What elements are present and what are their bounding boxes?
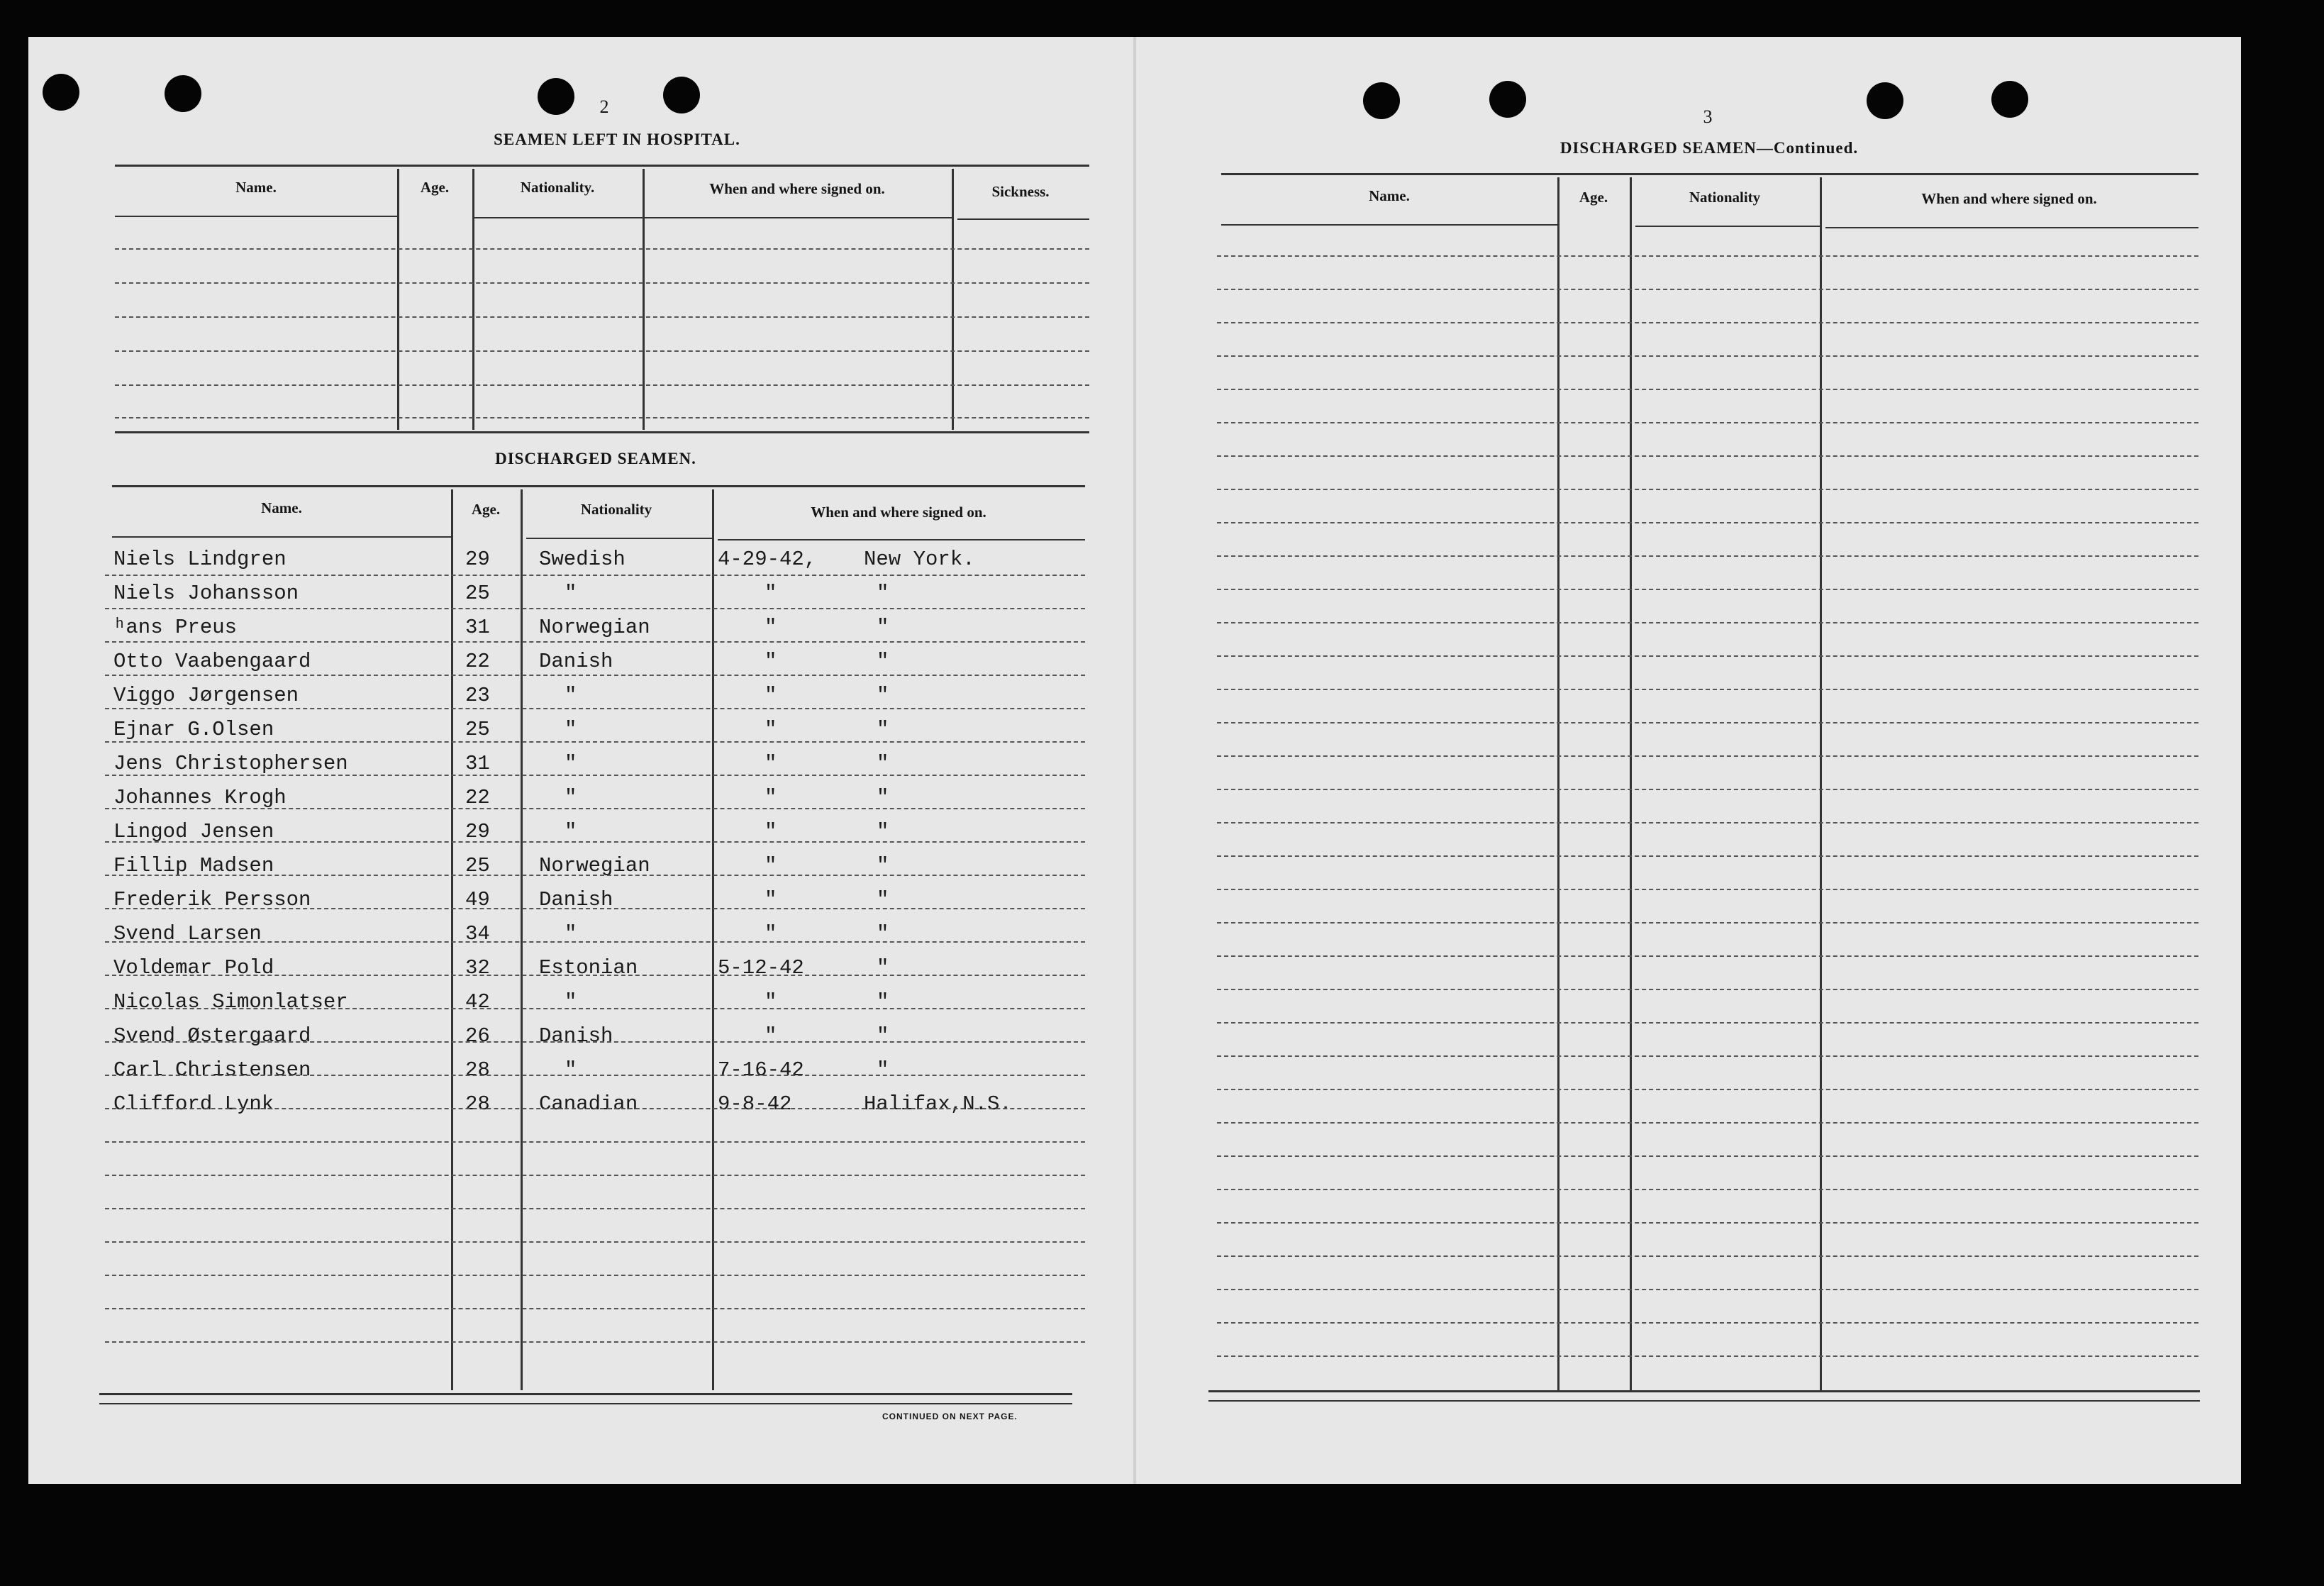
hospital-ruled-line [115,248,1089,250]
signed-on-place: " [877,922,889,946]
discharged-ruled-line [105,1141,1085,1143]
punch-hole [165,75,201,112]
signed-on-date: " [765,990,777,1014]
hospital-col-divider [397,169,399,430]
signed-on-date: 4-29-42, [718,548,817,571]
discharged-ruled-line [105,775,1085,776]
seaman-name: Viggo Jørgensen [113,684,299,707]
right-ruled-line [1217,922,2198,924]
page-fold [1133,37,1136,1484]
signed-on-date: 7-16-42 [718,1058,804,1082]
right-ruled-line [1217,1289,2198,1290]
right-ruled-line [1217,889,2198,890]
seaman-name: Svend Larsen [113,922,262,946]
discharged-table-top [112,485,1085,487]
hospital-section-title: SEAMEN LEFT IN HOSPITAL. [494,131,740,148]
discharged-ruled-line [105,1275,1085,1276]
seaman-age: 25 [465,582,490,605]
right-ruled-line [1217,1322,2198,1324]
seaman-nationality: Swedish [539,548,626,571]
signed-on-place: " [877,1024,889,1048]
hospital-table-top [115,165,1089,167]
seaman-nationality: " [565,820,577,843]
right-ruled-line [1217,355,2198,357]
seaman-nationality: " [565,786,577,809]
hospital-header-nationality: Nationality. [520,179,595,196]
signed-on-date: " [765,888,777,911]
seaman-age: 26 [465,1024,490,1048]
right-table-top [1221,173,2198,175]
seaman-age: 22 [465,650,490,673]
seaman-age: 23 [465,684,490,707]
seaman-name: Nicolas Simonlatser [113,990,348,1014]
right-ruled-line [1217,955,2198,957]
right-col-divider [1820,177,1822,1392]
hospital-header-sickness: Sickness. [991,183,1050,200]
right-col-divider [1557,177,1559,1392]
signed-on-place: " [877,616,889,639]
right-ruled-line [1217,689,2198,690]
discharged-ruled-line [105,941,1085,943]
punch-hole [1991,81,2028,118]
signed-on-place: " [877,684,889,707]
right-ruled-line [1217,1189,2198,1190]
signed-on-date: " [765,752,777,775]
signed-on-date: 9-8-42 [718,1092,792,1116]
seaman-name: Ejnar G.Olsen [113,718,274,741]
right-ruled-line [1217,1155,2198,1157]
discharged-ruled-line [105,1075,1085,1076]
seaman-name: Carl Christensen [113,1058,311,1082]
right-table-bottom-rule [1208,1400,2200,1402]
discharged-header-underline [526,538,712,539]
seaman-name: Otto Vaabengaard [113,650,311,673]
discharged-ruled-line [105,1308,1085,1309]
seaman-age: 42 [465,990,490,1014]
punch-hole [663,77,700,113]
seaman-nationality: Danish [539,1024,613,1048]
hospital-ruled-line [115,350,1089,352]
discharged-header-name: Name. [261,499,302,516]
discharged-ruled-line [105,1341,1085,1343]
seaman-name: Clifford Lynk [113,1092,274,1116]
hospital-header-signed-on: When and where signed on. [709,180,885,197]
punch-hole [43,74,79,111]
right-ruled-line [1217,722,2198,723]
discharged-ruled-line [105,1008,1085,1009]
hospital-col-divider [472,169,474,430]
hospital-col-divider [643,169,645,430]
discharged-col-divider [521,489,523,1390]
seaman-name: Johannes Krogh [113,786,287,809]
right-ruled-line [1217,255,2198,257]
seaman-nationality: Danish [539,888,613,911]
signed-on-place: " [877,650,889,673]
right-ruled-line [1217,822,2198,824]
seaman-nationality: " [565,1058,577,1082]
right-ruled-line [1217,855,2198,857]
discharged-ruled-line [105,1041,1085,1043]
seaman-nationality: " [565,684,577,707]
signed-on-date: " [765,650,777,673]
hospital-ruled-line [115,417,1089,418]
seaman-age: 25 [465,718,490,741]
seaman-nationality: Norwegian [539,616,650,639]
signed-on-place: Halifax,N.S. [864,1092,1012,1116]
discharged-ruled-line [105,1108,1085,1109]
right-header-age: Age. [1579,189,1608,206]
discharged-col-divider [712,489,714,1390]
right-header-name: Name. [1369,187,1410,204]
signed-on-date: " [765,616,777,639]
punch-hole [538,78,574,115]
seaman-age: 25 [465,854,490,877]
discharged-section-title: DISCHARGED SEAMEN. [495,450,696,467]
discharged-ruled-line [105,1241,1085,1243]
right-header-signed-on: When and where signed on. [1921,190,2097,207]
seaman-age: 34 [465,922,490,946]
punch-hole [1867,82,1903,119]
discharged-table-bottom-rule [99,1403,1072,1404]
hospital-header-underline [115,216,397,217]
hospital-header-name: Name. [235,179,277,196]
right-header-underline [1635,226,1820,227]
signed-on-place: " [877,956,889,980]
signed-on-place: " [877,1058,889,1082]
discharged-ruled-line [105,608,1085,609]
discharged-ruled-line [105,908,1085,909]
hospital-header-underline [472,217,952,218]
seaman-nationality: " [565,582,577,605]
right-ruled-line [1217,1355,2198,1357]
seaman-age: 29 [465,548,490,571]
discharged-ruled-line [105,708,1085,709]
right-header-underline [1221,224,1557,226]
seaman-age: 29 [465,820,490,843]
hospital-header-age: Age. [420,179,450,196]
discharged-ruled-line [105,1175,1085,1176]
discharged-ruled-line [105,808,1085,809]
hospital-table-bottom [115,431,1089,433]
continued-section-title: DISCHARGED SEAMEN—Continued. [1559,139,1859,157]
seaman-name: Voldemar Pold [113,956,274,980]
right-ruled-line [1217,989,2198,990]
seaman-age: 49 [465,888,490,911]
discharged-ruled-line [105,1208,1085,1209]
seaman-age: 31 [465,752,490,775]
right-header-nationality: Nationality [1689,189,1761,206]
right-ruled-line [1217,1022,2198,1024]
right-ruled-line [1217,1122,2198,1124]
discharged-header-signed-on: When and where signed on. [811,504,986,521]
signed-on-date: " [765,922,777,946]
seaman-age: 28 [465,1058,490,1082]
hospital-header-underline [957,218,1089,220]
seaman-nationality: Norwegian [539,854,650,877]
continued-note: CONTINUED ON NEXT PAGE. [882,1412,1018,1421]
seaman-name: Svend Østergaard [113,1024,311,1048]
seaman-age: 28 [465,1092,490,1116]
discharged-header-age: Age. [471,501,501,518]
right-ruled-line [1217,1055,2198,1057]
seaman-name: Niels Johansson [113,582,299,605]
right-ruled-line [1217,489,2198,490]
discharged-ruled-line [105,575,1085,576]
punch-hole [1489,81,1526,118]
discharged-ruled-line [105,875,1085,876]
signed-on-place: " [877,888,889,911]
page-number: 2 [599,96,609,117]
right-ruled-line [1217,389,2198,390]
seaman-name: Jens Christophersen [113,752,348,775]
signed-on-place: New York. [864,548,975,571]
right-ruled-line [1217,422,2198,423]
signed-on-place: " [877,582,889,605]
seaman-nationality: Estonian [539,956,638,980]
signed-on-date: " [765,786,777,809]
signed-on-date: " [765,718,777,741]
seaman-name: Fillip Madsen [113,854,274,877]
hospital-col-divider [952,169,954,430]
hospital-ruled-line [115,384,1089,386]
signed-on-date: " [765,854,777,877]
right-header-underline [1825,227,2198,228]
seaman-name: Frederik Persson [113,888,311,911]
seaman-nationality: Danish [539,650,613,673]
signed-on-date: " [765,582,777,605]
right-ruled-line [1217,589,2198,590]
signed-on-place: " [877,718,889,741]
right-ruled-line [1217,522,2198,523]
right-ruled-line [1217,1255,2198,1257]
right-ruled-line [1217,755,2198,757]
discharged-ruled-line [105,675,1085,676]
page-number: 3 [1703,106,1713,127]
signed-on-place: " [877,752,889,775]
right-ruled-line [1217,655,2198,657]
discharged-ruled-line [105,741,1085,743]
right-ruled-line [1217,455,2198,457]
discharged-header-underline [718,539,1085,540]
seaman-name: ʰans Preus [113,616,238,639]
discharged-header-underline [112,536,451,538]
right-table-bottom [1208,1390,2200,1392]
seaman-age: 32 [465,956,490,980]
signed-on-date: " [765,684,777,707]
signed-on-place: " [877,820,889,843]
signed-on-date: " [765,820,777,843]
punch-hole [1363,82,1400,119]
discharged-table-bottom [99,1393,1072,1395]
seaman-age: 31 [465,616,490,639]
right-ruled-line [1217,555,2198,557]
signed-on-place: " [877,990,889,1014]
discharged-header-nationality: Nationality [580,501,652,518]
right-ruled-line [1217,322,2198,323]
right-col-divider [1630,177,1632,1392]
right-ruled-line [1217,1089,2198,1090]
seaman-nationality: " [565,718,577,741]
right-ruled-line [1217,622,2198,623]
discharged-ruled-line [105,641,1085,643]
hospital-ruled-line [115,282,1089,284]
right-ruled-line [1217,1222,2198,1224]
seaman-age: 22 [465,786,490,809]
signed-on-place: " [877,854,889,877]
seaman-name: Lingod Jensen [113,820,274,843]
right-ruled-line [1217,789,2198,790]
seaman-name: Niels Lindgren [113,548,287,571]
hospital-ruled-line [115,316,1089,318]
right-ruled-line [1217,289,2198,290]
discharged-ruled-line [105,841,1085,843]
signed-on-date: 5-12-42 [718,956,804,980]
seaman-nationality: " [565,990,577,1014]
seaman-nationality: Canadian [539,1092,638,1116]
discharged-col-divider [451,489,453,1390]
signed-on-date: " [765,1024,777,1048]
seaman-nationality: " [565,752,577,775]
discharged-ruled-line [105,975,1085,976]
signed-on-place: " [877,786,889,809]
seaman-nationality: " [565,922,577,946]
